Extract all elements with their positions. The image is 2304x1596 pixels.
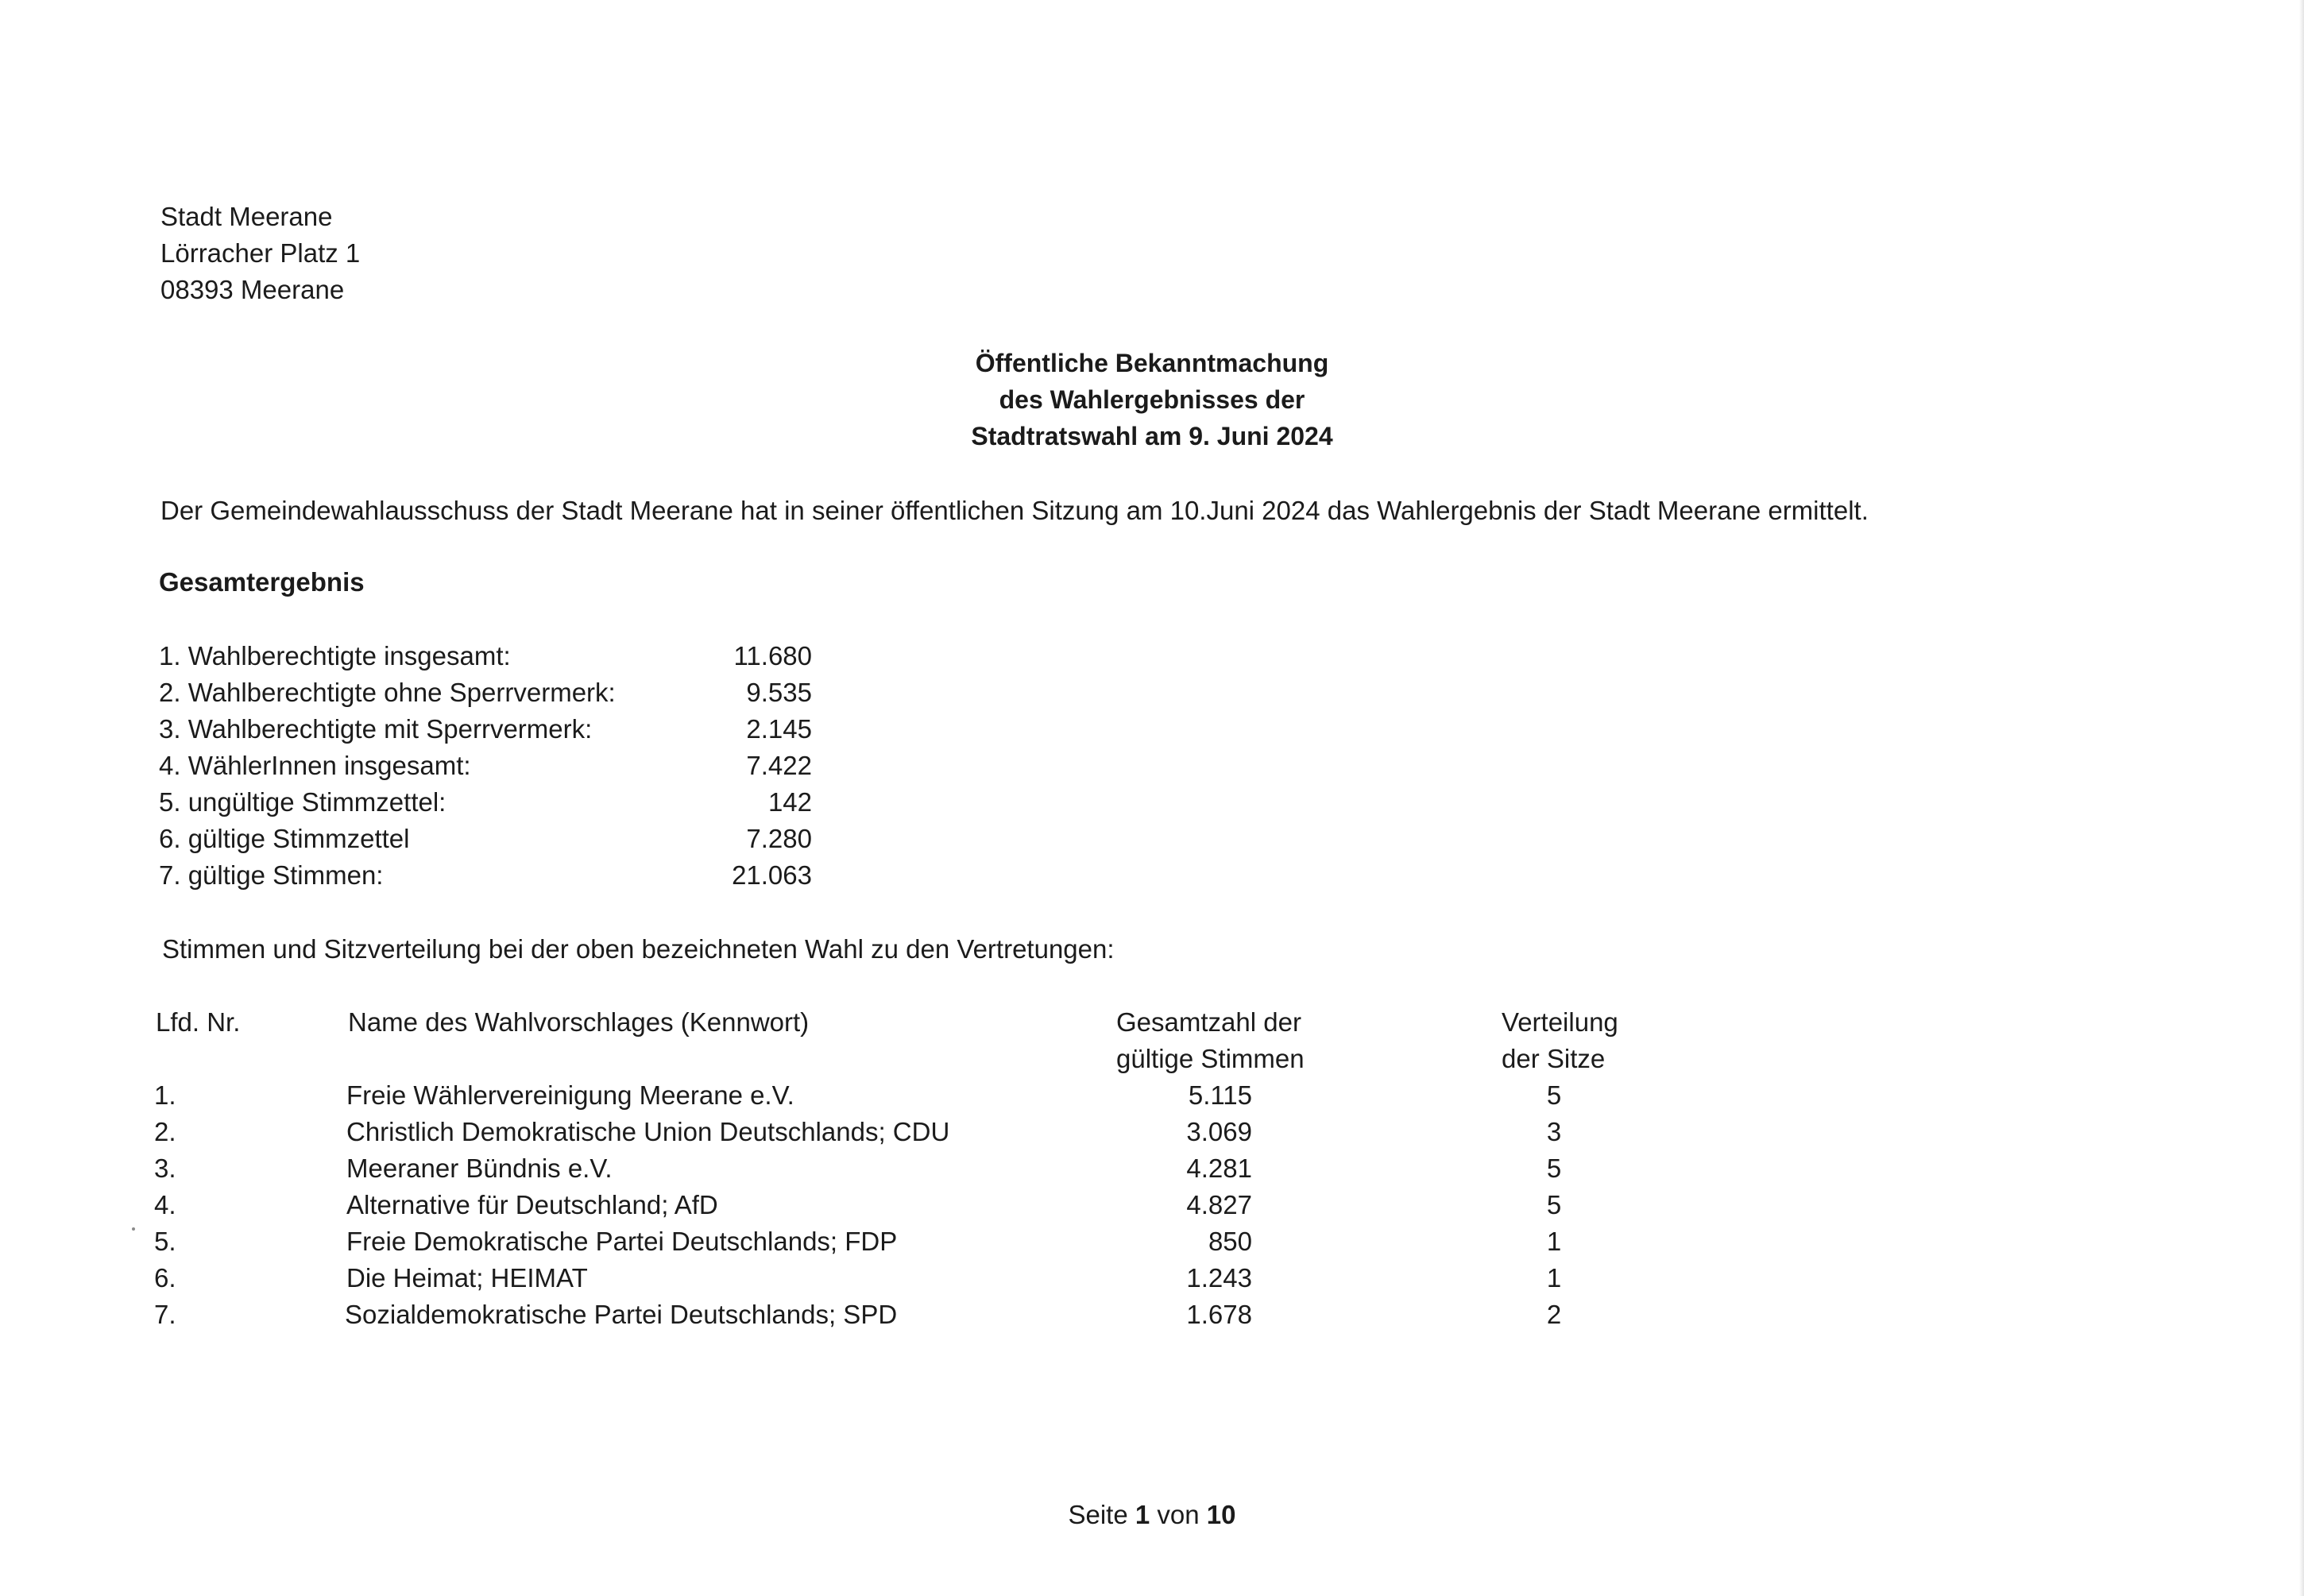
stat-value: 21.063 [732, 860, 812, 890]
cell-seats: 1 [1546, 1263, 1562, 1293]
table-row [0, 1187, 2304, 1223]
cell-name: Christlich Demokratische Union Deutschlands; CDU [346, 1117, 950, 1146]
cell-nr: 4. [154, 1190, 176, 1219]
page-separator: von [1157, 1500, 1200, 1529]
cell-seats: 3 [1546, 1117, 1562, 1146]
overall-result-title: Gesamtergebnis [159, 567, 365, 597]
column-header-votes-line-2: gültige Stimmen [1116, 1044, 1305, 1073]
column-header-name: Name des Wahlvorschlages (Kennwort) [348, 1007, 810, 1037]
cell-name: Sozialdemokratische Partei Deutschlands; SPD [345, 1300, 898, 1329]
sender-name: Stadt Meerane [160, 202, 333, 231]
current-page: 1 [1135, 1500, 1150, 1529]
cell-nr: 7. [154, 1300, 176, 1329]
cell-nr: 6. [154, 1263, 176, 1293]
table-row [0, 1223, 2304, 1260]
distribution-intro: Stimmen und Sitzverteilung bei der oben bezeichneten Wahl zu den Vertretungen: [162, 934, 1115, 964]
sender-city: 08393 Meerane [160, 275, 345, 304]
cell-seats: 5 [1546, 1190, 1562, 1219]
stat-row [159, 711, 812, 748]
stat-label: 4. WählerInnen insgesamt: [159, 751, 471, 780]
cell-votes: 850 [1208, 1227, 1252, 1256]
total-pages: 10 [1206, 1500, 1236, 1529]
heading-line-2: des Wahlergebnisses der [999, 385, 1305, 414]
cell-nr: 1. [154, 1080, 176, 1110]
cell-name: Alternative für Deutschland; AfD [346, 1190, 718, 1219]
stat-label: 2. Wahlberechtigte ohne Sperrvermerk: [159, 678, 616, 707]
column-header-nr: Lfd. Nr. [156, 1007, 241, 1037]
heading-line-3: Stadtratswahl am 9. Juni 2024 [971, 422, 1333, 450]
stat-row [159, 857, 812, 894]
intro-paragraph: Der Gemeindewahlausschuss der Stadt Meerane hat in seiner öffentlichen Sitzung am 10.Juni 2024 das Wahlergebnis der Stadt Meerane ermittelt. [160, 496, 1869, 525]
stat-row [159, 784, 812, 821]
sender-address [160, 199, 360, 308]
sender-street: Lörracher Platz 1 [160, 238, 361, 268]
page-number [953, 1497, 1351, 1533]
cell-name: Freie Demokratische Partei Deutschlands; FDP [346, 1227, 898, 1256]
column-header-seats-line-2: der Sitze [1502, 1044, 1606, 1073]
heading-line-1: Öffentliche Bekanntmachung [975, 349, 1329, 377]
stat-value: 7.422 [746, 751, 812, 780]
stat-value: 11.680 [733, 641, 812, 670]
cell-nr: 2. [154, 1117, 176, 1146]
table-row [0, 1114, 2304, 1150]
table-row [0, 1260, 2304, 1297]
cell-seats: 1 [1546, 1227, 1562, 1256]
cell-seats: 5 [1546, 1154, 1562, 1183]
column-header-votes-line-1: Gesamtzahl der [1116, 1007, 1301, 1037]
table-row [0, 1077, 2304, 1114]
stat-label: 1. Wahlberechtigte insgesamt: [159, 641, 511, 670]
cell-name: Freie Wählervereinigung Meerane e.V. [346, 1080, 794, 1110]
cell-nr: 5. [154, 1227, 176, 1256]
page-prefix: Seite [1068, 1500, 1128, 1529]
cell-name: Meeraner Bündnis e.V. [346, 1154, 613, 1183]
scan-edge-shadow [2299, 0, 2304, 1596]
cell-seats: 2 [1546, 1300, 1562, 1329]
stat-value: 7.280 [746, 824, 812, 853]
cell-votes: 4.827 [1186, 1190, 1252, 1219]
stat-value: 2.145 [746, 714, 812, 744]
cell-name: Die Heimat; HEIMAT [346, 1263, 588, 1293]
stat-row [159, 821, 812, 857]
cell-nr: 3. [154, 1154, 176, 1183]
cell-votes: 3.069 [1186, 1117, 1252, 1146]
cell-votes: 4.281 [1186, 1154, 1252, 1183]
stat-label: 5. ungültige Stimmzettel: [159, 787, 446, 817]
cell-seats: 5 [1546, 1080, 1562, 1110]
document-heading [834, 345, 1470, 454]
stat-label: 7. gültige Stimmen: [159, 860, 384, 890]
stat-row [159, 674, 812, 711]
table-row [0, 1150, 2304, 1187]
stat-row [159, 748, 812, 784]
column-header-seats-line-1: Verteilung [1502, 1007, 1618, 1037]
cell-votes: 5.115 [1188, 1080, 1252, 1110]
cell-votes: 1.678 [1186, 1300, 1252, 1329]
table-row [0, 1297, 2304, 1333]
cell-votes: 1.243 [1186, 1263, 1252, 1293]
stat-label: 6. gültige Stimmzettel [159, 824, 410, 853]
stat-value: 9.535 [746, 678, 812, 707]
stat-label: 3. Wahlberechtigte mit Sperrvermerk: [159, 714, 593, 744]
stat-value: 142 [767, 787, 812, 817]
stat-row [159, 638, 812, 674]
